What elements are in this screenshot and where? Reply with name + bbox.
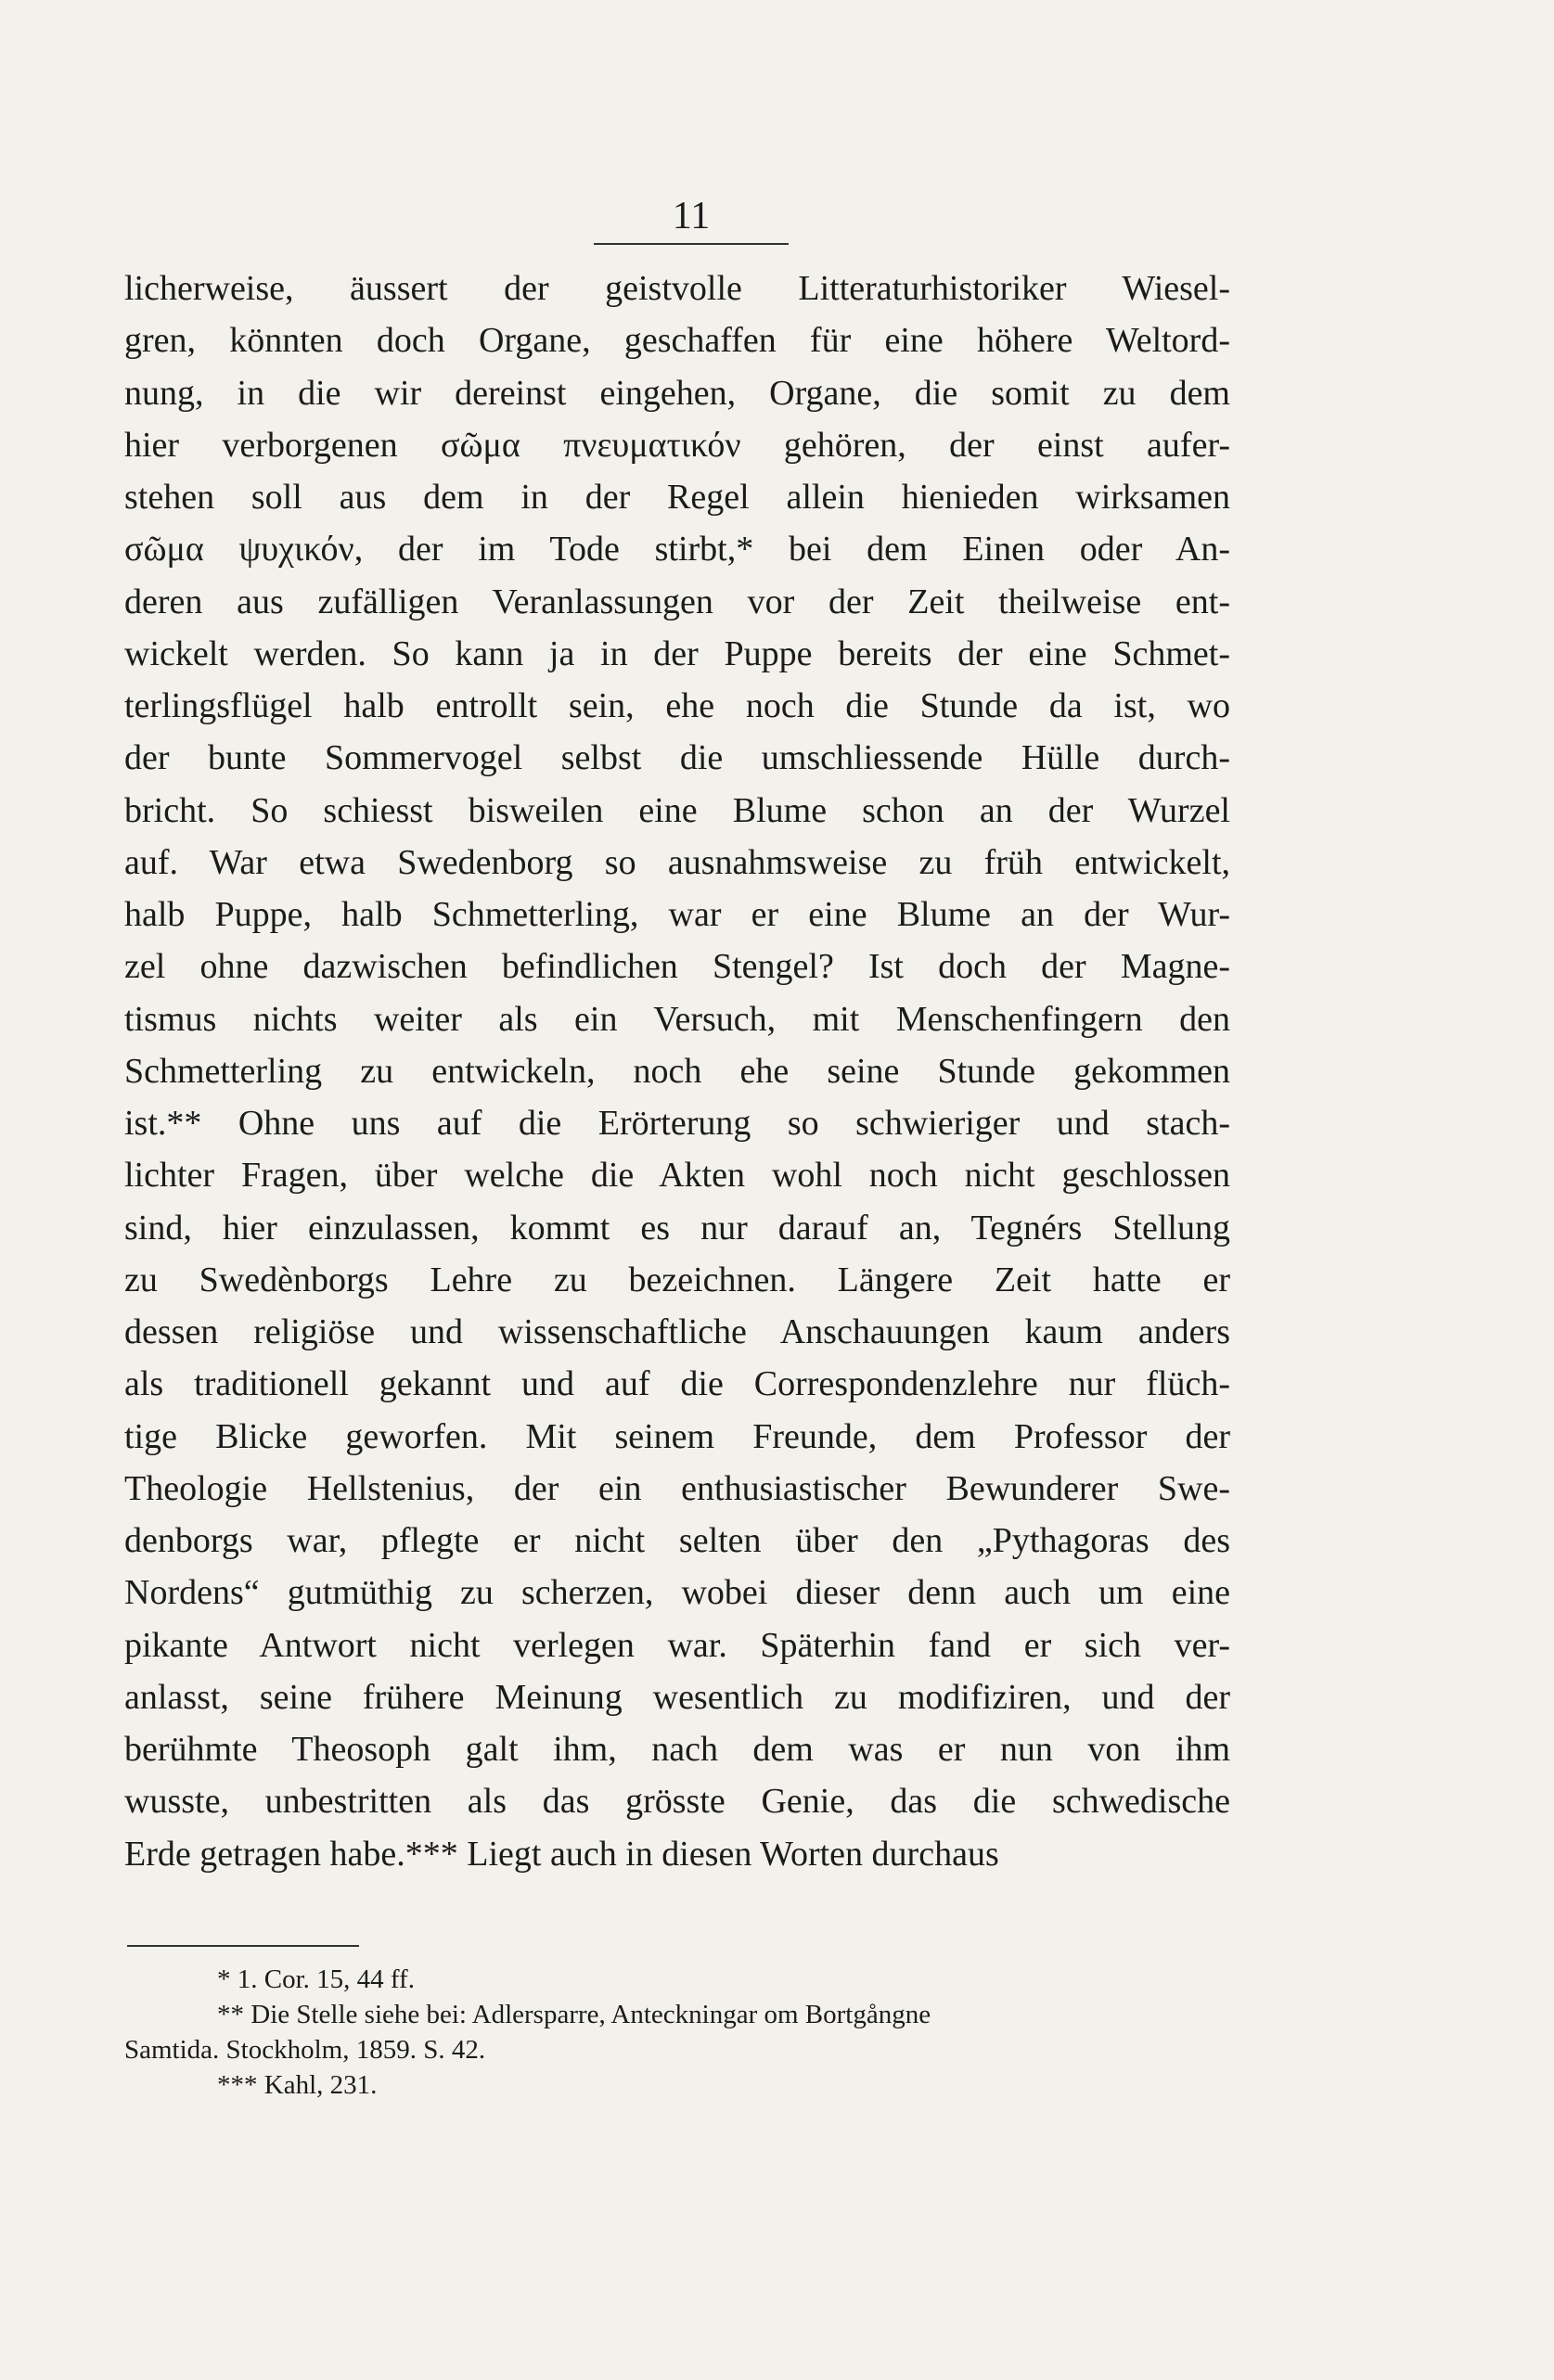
text-line: Schmetterling zu entwickeln, noch ehe seine Stunde gekommen (124, 1051, 1230, 1091)
text-line: dessen religiöse und wissenschaftliche Anschauungen kaum anders (124, 1312, 1230, 1351)
text-line: anlasst, seine frühere Meinung wesentlich zu modifiziren, und der (124, 1677, 1230, 1717)
footnotes (124, 1962, 1230, 2103)
footnote-rule (127, 1945, 359, 1947)
text-line: tismus nichts weiter als ein Versuch, mit Menschenfingern den (124, 999, 1230, 1039)
footnote-1: * 1. Cor. 15, 44 ff. (217, 1964, 415, 1994)
text-line: nung, in die wir dereinst eingehen, Organe, die somit zu dem (124, 373, 1230, 413)
text-line: auf. War etwa Swedenborg so ausnahmsweise zu früh entwickelt, (124, 842, 1230, 882)
text-line: licherweise, äussert der geistvolle Litteraturhistoriker Wiesel- (124, 269, 1230, 308)
text-line: Erde getragen habe.*** Liegt auch in diesen Worten durchaus (124, 1834, 999, 1874)
footnote-2-continued: Samtida. Stockholm, 1859. S. 42. (124, 2035, 486, 2065)
text-line: sind, hier einzulassen, kommt es nur darauf an, Tegnérs Stellung (124, 1208, 1230, 1248)
text-line: pikante Antwort nicht verlegen war. Späterhin fand er sich ver- (124, 1625, 1230, 1665)
body-text (124, 262, 1230, 1880)
text-line: stehen soll aus dem in der Regel allein hienieden wirksamen (124, 478, 1230, 517)
footnote-3: *** Kahl, 231. (217, 2070, 378, 2100)
text-line: als traditionell gekannt und auf die Correspondenzlehre nur flüch- (124, 1364, 1230, 1404)
page-number-rule (594, 243, 789, 245)
text-line: berühmte Theosoph galt ihm, nach dem was er nun von ihm (124, 1730, 1230, 1769)
text-line: halb Puppe, halb Schmetterling, war er eine Blume an der Wur- (124, 895, 1230, 934)
text-line: ist.** Ohne uns auf die Erörterung so schwieriger und stach- (124, 1104, 1230, 1143)
text-line: Nordens“ gutmüthig zu scherzen, wobei dieser denn auch um eine (124, 1573, 1230, 1613)
text-line: denborgs war, pflegte er nicht selten über den „Pythagoras des (124, 1521, 1230, 1560)
text-line: Theologie Hellstenius, der ein enthusiastischer Bewunderer Swe- (124, 1468, 1230, 1508)
text-line: hier verborgenen σῶμα πνευματικόν gehören, der einst aufer- (124, 425, 1230, 465)
text-line: σῶμα ψυχικόν, der im Tode stirbt,* bei dem Einen oder An- (124, 530, 1230, 569)
text-line: zel ohne dazwischen befindlichen Stengel? Ist doch der Magne- (124, 947, 1230, 987)
text-line: wusste, unbestritten als das grösste Genie, das die schwedische (124, 1782, 1230, 1822)
text-line: terlingsflügel halb entrollt sein, ehe noch die Stunde da ist, wo (124, 686, 1230, 725)
text-line: gren, könnten doch Organe, geschaffen für eine höhere Weltord- (124, 321, 1230, 361)
text-line: bricht. So schiesst bisweilen eine Blume schon an der Wurzel (124, 790, 1230, 830)
text-line: wickelt werden. So kann ja in der Puppe bereits der eine Schmet- (124, 633, 1230, 673)
text-line: der bunte Sommervogel selbst die umschliessende Hülle durch- (124, 738, 1230, 778)
footnote-2: ** Die Stelle siehe bei: Adlersparre, Anteckningar om Bortgångne (217, 2000, 931, 2029)
text-line: lichter Fragen, über welche die Akten wohl noch nicht geschlossen (124, 1156, 1230, 1196)
text-line: tige Blicke geworfen. Mit seinem Freunde, dem Professor der (124, 1416, 1230, 1456)
text-line: deren aus zufälligen Veranlassungen vor der Zeit theilweise ent- (124, 582, 1230, 621)
text-line: zu Swedènborgs Lehre zu bezeichnen. Längere Zeit hatte er (124, 1260, 1230, 1299)
page-number: 11 (672, 195, 711, 237)
